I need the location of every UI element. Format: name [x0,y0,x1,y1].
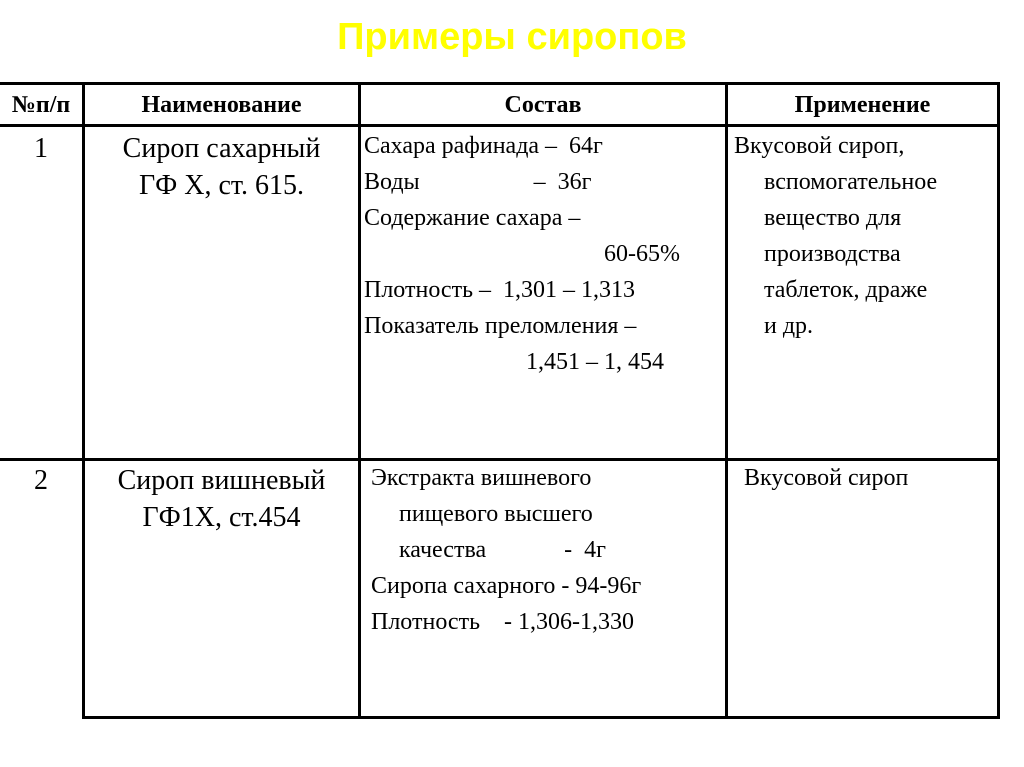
header-num: №п/п [11,92,71,118]
table-bottom-border [82,716,1000,719]
row-1-name-line-2: ГФ Х, ст. 615. [138,170,305,201]
header-composition: Состав [504,92,582,118]
row-1-composition [364,128,724,380]
syrups-table [0,82,1024,722]
row-1-name [85,130,358,204]
row-1-usage-line-2: вспомогательное [764,169,938,195]
row-2-composition-line-5: Плотность - 1,306-1,330 [371,609,634,635]
row-1-usage [734,128,996,344]
row-1-composition-line-4: 60-65% [604,241,680,267]
table-right-border [997,82,1000,719]
row-1-usage-line-1: Вкусовой сироп, [734,133,905,159]
row-1-name-line-1: Сироп сахарный [122,133,321,164]
col-divider-3 [725,82,728,719]
row-1-composition-line-1: Сахара рафинада – 64г [364,133,603,159]
col-divider-2 [358,82,361,719]
row-1-composition-line-7: 1,451 – 1, 454 [526,349,664,375]
row-2-composition-line-3: качества - 4г [399,537,606,563]
row-2-name-line-2: ГФ1Х, ст.454 [142,502,301,533]
row-1-usage-line-5: таблеток, драже [764,277,928,303]
row-2-name-line-1: Сироп вишневый [117,465,326,496]
row-2-name [85,462,358,536]
header-usage: Применение [794,92,931,118]
row-2-usage-line-1: Вкусовой сироп [744,465,909,491]
row-1-usage-line-3: вещество для [764,205,902,231]
row-2-composition-line-4: Сиропа сахарного - 94-96г [371,573,642,599]
row-1-composition-line-5: Плотность – 1,301 – 1,313 [364,277,636,303]
header-divider [0,124,1000,127]
row-2-composition [371,460,725,640]
row-1-composition-line-3: Содержание сахара – [364,205,581,231]
row-2-num: 2 [34,465,48,496]
row-2-composition-line-1: Экстракта вишневого [371,465,592,491]
row-1-usage-line-4: производства [764,241,901,267]
row-1-composition-line-2: Воды – 36г [364,169,592,195]
row-1-usage-line-6: и др. [764,313,814,339]
row-1-num: 1 [34,133,48,164]
header-name: Наименование [141,92,302,118]
slide-title: Примеры сиропов [337,16,687,58]
row-2-composition-line-2: пищевого высшего [399,501,593,527]
table-top-border [0,82,1000,85]
row-2-usage [744,460,996,496]
row-1-composition-line-6: Показатель преломления – [364,313,637,339]
